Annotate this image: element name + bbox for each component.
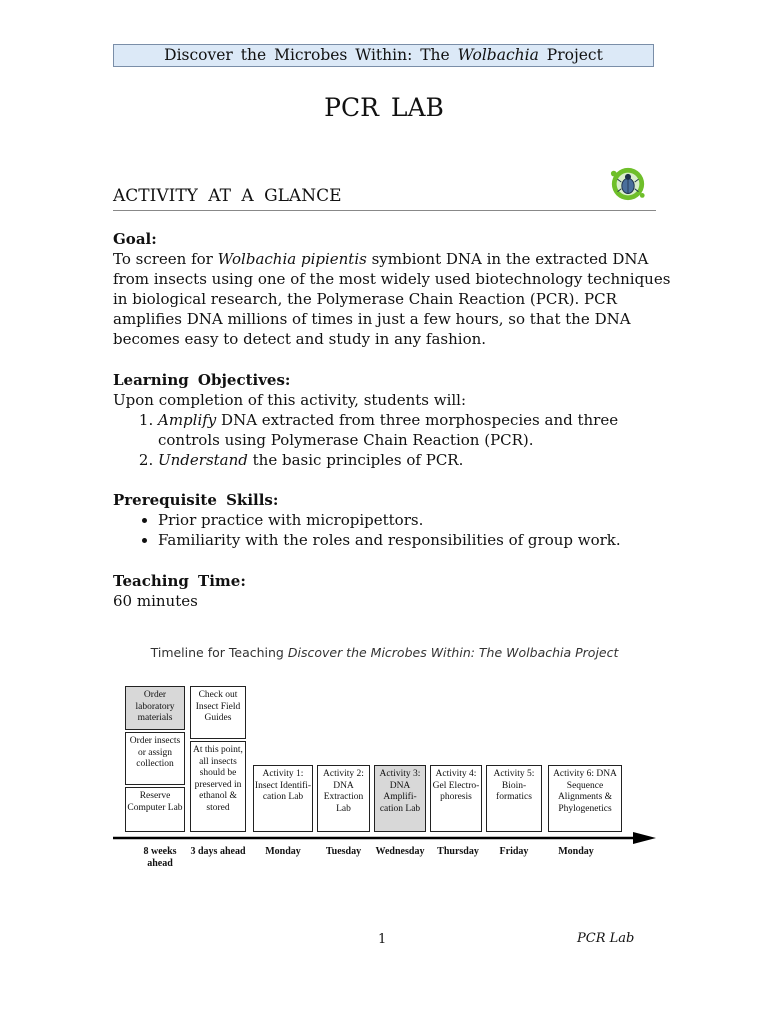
objectives-heading: Learning Objectives: [113,371,291,389]
timeline-box-preserve: At this point, all insects should be preserved in ethanol & stored [190,741,246,832]
teaching-time-section [113,571,673,611]
objective-item [158,410,673,450]
timeline-day: Tuesday [325,846,362,857]
timeline-box-activity-5: Activity 5: Bioin-formatics [486,765,542,832]
timeline-box-field-guides: Check out Insect Field Guides [190,686,246,739]
section-heading: ACTIVITY AT A GLANCE [113,186,342,206]
skills-list [113,510,673,550]
objective-item [158,450,673,470]
timeline-title-pre: Timeline for Teaching [150,645,288,660]
timeline-title-italic: Discover the Microbes Within: The Wolbachia Project [287,645,619,660]
timeline-box-activity-4: Activity 4: Gel Electro-phoresis [430,765,482,832]
objective-text: DNA extracted from three morphospecies and three controls using Polymerase Chain Reaction (PCR). [158,411,619,449]
header-text-pre: Discover the Microbes Within: The [164,46,458,64]
goal-section [113,229,673,349]
document-header [113,44,654,67]
timeline-day: Monday [558,846,594,857]
footer-title: PCR Lab [577,931,635,946]
timeline-box-activity-2: Activity 2: DNA Extraction Lab [317,765,370,832]
teaching-time-value: 60 minutes [113,592,198,610]
teaching-time-heading: Teaching Time: [113,572,246,590]
objective-verb: Understand [158,451,248,469]
skill-item: • Prior practice with micropipettors. [158,510,673,530]
objective-verb: Amplify [158,411,217,429]
timeline-day: Wednesday [375,846,425,857]
goal-species: Wolbachia pipientis [217,250,367,268]
timeline-day: Monday [265,846,301,857]
timeline-box-reserve-lab: Reserve Computer Lab [125,787,185,832]
objective-text: the basic principles of PCR. [247,451,464,469]
skills-heading: Prerequisite Skills: [113,491,279,509]
section-divider [113,210,656,211]
objectives-intro: Upon completion of this activity, students will: [113,391,467,409]
bug-icon [609,165,647,203]
objectives-list [113,410,673,470]
timeline-box-activity-1: Activity 1: Insect Identifi-cation Lab [253,765,313,832]
timeline-box-order-materials: Order laboratory materials [125,686,185,730]
timeline-box-activity-3: Activity 3: DNA Amplifi-cation Lab [374,765,426,832]
header-text-italic: Wolbachia [457,46,539,64]
timeline-day: Thursday [437,846,479,857]
page-title: PCR LAB [324,93,444,122]
objectives-section [113,370,673,470]
goal-heading: Goal: [113,230,157,248]
skill-item: • Familiarity with the roles and responsibilities of group work. [158,530,673,550]
goal-text [113,249,673,349]
timeline-title [113,645,656,661]
goal-text-pre: To screen for [113,250,218,268]
timeline-box-order-insects: Order insects or assign collection [125,732,185,785]
timeline-day: 3 days ahead [190,846,246,857]
header-text-post: Project [538,46,603,64]
timeline-day: 8 weeks ahead [143,846,177,869]
skills-section [113,490,673,550]
timeline-day: Friday [499,846,529,857]
page-number: 1 [378,932,387,947]
timeline-box-activity-6: Activity 6: DNA Sequence Alignments & Phylogenetics [548,765,622,832]
goal-text-post: symbiont DNA in the extracted DNA from insects using one of the most widely used biotechnology techniques in biological research, the Polymerase Chain Reaction (PCR). PCR amplifies DNA millions of times in just a few hours, so that the DNA becomes easy to detect and study in any fashion. [113,250,671,348]
